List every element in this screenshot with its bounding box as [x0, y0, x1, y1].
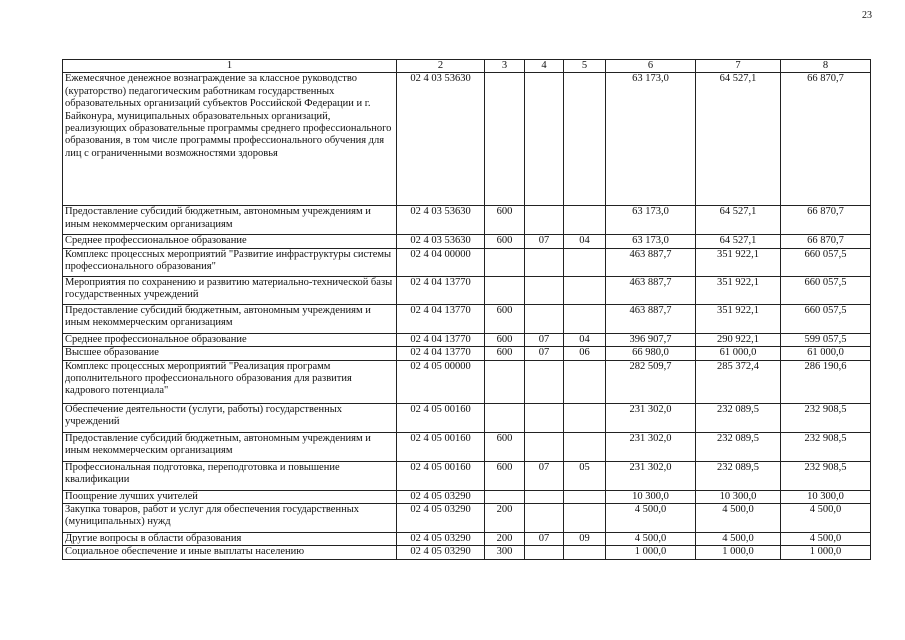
amount-year3-cell: 10 300,0 — [781, 490, 871, 503]
amount-year1-cell: 463 887,7 — [606, 276, 696, 304]
kvr-code-cell — [485, 73, 525, 206]
row-name-cell: Среднее профессиональное образование — [63, 333, 397, 346]
section-cell — [525, 304, 564, 333]
amount-year2-cell: 285 372,4 — [696, 360, 781, 403]
kcsr-code-cell: 02 4 04 13770 — [397, 276, 485, 304]
column-header: 5 — [564, 60, 606, 73]
subsection-cell — [564, 360, 606, 403]
amount-year3-cell: 232 908,5 — [781, 461, 871, 490]
kvr-code-cell — [485, 248, 525, 276]
amount-year2-cell: 351 922,1 — [696, 304, 781, 333]
amount-year3-cell: 286 190,6 — [781, 360, 871, 403]
table-row — [63, 546, 871, 559]
amount-year2-cell: 232 089,5 — [696, 403, 781, 432]
subsection-cell: 04 — [564, 333, 606, 346]
row-name-cell: Предоставление субсидий бюджетным, автономным учреждениям и иным некоммерческим организациям — [63, 206, 397, 235]
column-header: 2 — [397, 60, 485, 73]
section-cell — [525, 360, 564, 403]
row-name-cell: Комплекс процессных мероприятий "Развитие инфраструктуры системы профессионального образования" — [63, 248, 397, 276]
row-name-cell: Ежемесячное денежное вознаграждение за классное руководство (кураторство) педагогическим работникам государственных образовательных организаций субъектов Российской Федерации и г. Байконура, муниципальных образовательных организаций, реализующих образовательные программы среднего профессионального образования, в том числе программы профессионального обучения для лиц с ограниченными возможностями здоровья — [63, 73, 397, 206]
subsection-cell: 06 — [564, 347, 606, 360]
kvr-code-cell: 300 — [485, 546, 525, 559]
kvr-code-cell: 200 — [485, 533, 525, 546]
kcsr-code-cell: 02 4 04 13770 — [397, 347, 485, 360]
kcsr-code-cell: 02 4 04 13770 — [397, 304, 485, 333]
amount-year1-cell: 231 302,0 — [606, 403, 696, 432]
kcsr-code-cell: 02 4 05 03290 — [397, 533, 485, 546]
amount-year1-cell: 4 500,0 — [606, 504, 696, 533]
table-row — [63, 490, 871, 503]
section-cell — [525, 206, 564, 235]
kcsr-code-cell: 02 4 05 00160 — [397, 432, 485, 461]
budget-table — [62, 59, 871, 560]
amount-year1-cell: 63 173,0 — [606, 206, 696, 235]
section-cell — [525, 73, 564, 206]
kvr-code-cell: 600 — [485, 304, 525, 333]
subsection-cell — [564, 276, 606, 304]
amount-year2-cell: 351 922,1 — [696, 276, 781, 304]
section-cell — [525, 432, 564, 461]
kvr-code-cell: 600 — [485, 235, 525, 248]
table-header-row — [63, 60, 871, 73]
amount-year3-cell: 1 000,0 — [781, 546, 871, 559]
amount-year1-cell: 66 980,0 — [606, 347, 696, 360]
kcsr-code-cell: 02 4 03 53630 — [397, 235, 485, 248]
section-cell: 07 — [525, 333, 564, 346]
amount-year3-cell: 599 057,5 — [781, 333, 871, 346]
table-row — [63, 504, 871, 533]
amount-year1-cell: 63 173,0 — [606, 73, 696, 206]
kvr-code-cell — [485, 403, 525, 432]
amount-year2-cell: 232 089,5 — [696, 461, 781, 490]
row-name-cell: Обеспечение деятельности (услуги, работы) государственных учреждений — [63, 403, 397, 432]
amount-year1-cell: 463 887,7 — [606, 248, 696, 276]
amount-year3-cell: 61 000,0 — [781, 347, 871, 360]
section-cell: 07 — [525, 533, 564, 546]
kvr-code-cell: 600 — [485, 206, 525, 235]
amount-year2-cell: 1 000,0 — [696, 546, 781, 559]
subsection-cell — [564, 546, 606, 559]
amount-year1-cell: 396 907,7 — [606, 333, 696, 346]
amount-year3-cell: 66 870,7 — [781, 235, 871, 248]
amount-year3-cell: 66 870,7 — [781, 73, 871, 206]
kcsr-code-cell: 02 4 05 03290 — [397, 504, 485, 533]
kcsr-code-cell: 02 4 04 13770 — [397, 333, 485, 346]
amount-year2-cell: 10 300,0 — [696, 490, 781, 503]
amount-year3-cell: 660 057,5 — [781, 304, 871, 333]
row-name-cell: Высшее образование — [63, 347, 397, 360]
section-cell — [525, 248, 564, 276]
subsection-cell — [564, 432, 606, 461]
kvr-code-cell: 200 — [485, 504, 525, 533]
table-row — [63, 304, 871, 333]
row-name-cell: Мероприятия по сохранению и развитию материально-технической базы государственных учреждений — [63, 276, 397, 304]
amount-year3-cell: 232 908,5 — [781, 403, 871, 432]
row-name-cell: Поощрение лучших учителей — [63, 490, 397, 503]
page-number: 23 — [862, 10, 872, 21]
column-header: 3 — [485, 60, 525, 73]
row-name-cell: Другие вопросы в области образования — [63, 533, 397, 546]
row-name-cell: Предоставление субсидий бюджетным, автономным учреждениям и иным некоммерческим организациям — [63, 432, 397, 461]
table-row — [63, 360, 871, 403]
section-cell: 07 — [525, 461, 564, 490]
row-name-cell: Профессиональная подготовка, переподготовка и повышение квалификации — [63, 461, 397, 490]
section-cell: 07 — [525, 347, 564, 360]
table-row — [63, 461, 871, 490]
subsection-cell: 09 — [564, 533, 606, 546]
table-row — [63, 333, 871, 346]
amount-year3-cell: 4 500,0 — [781, 533, 871, 546]
table-row — [63, 533, 871, 546]
kvr-code-cell: 600 — [485, 461, 525, 490]
subsection-cell — [564, 73, 606, 206]
column-header: 7 — [696, 60, 781, 73]
column-header: 6 — [606, 60, 696, 73]
kcsr-code-cell: 02 4 05 00160 — [397, 461, 485, 490]
column-header: 8 — [781, 60, 871, 73]
amount-year2-cell: 64 527,1 — [696, 73, 781, 206]
section-cell — [525, 490, 564, 503]
table-row — [63, 206, 871, 235]
kcsr-code-cell: 02 4 05 03290 — [397, 490, 485, 503]
subsection-cell — [564, 504, 606, 533]
table-row — [63, 403, 871, 432]
kvr-code-cell: 600 — [485, 432, 525, 461]
column-header: 4 — [525, 60, 564, 73]
kvr-code-cell — [485, 276, 525, 304]
kcsr-code-cell: 02 4 05 00000 — [397, 360, 485, 403]
amount-year2-cell: 61 000,0 — [696, 347, 781, 360]
subsection-cell — [564, 304, 606, 333]
amount-year1-cell: 282 509,7 — [606, 360, 696, 403]
subsection-cell — [564, 206, 606, 235]
row-name-cell: Предоставление субсидий бюджетным, автономным учреждениям и иным некоммерческим организациям — [63, 304, 397, 333]
row-name-cell: Закупка товаров, работ и услуг для обеспечения государственных (муниципальных) нужд — [63, 504, 397, 533]
amount-year2-cell: 290 922,1 — [696, 333, 781, 346]
table-row — [63, 347, 871, 360]
kcsr-code-cell: 02 4 03 53630 — [397, 73, 485, 206]
amount-year1-cell: 1 000,0 — [606, 546, 696, 559]
section-cell — [525, 546, 564, 559]
section-cell: 07 — [525, 235, 564, 248]
amount-year3-cell: 66 870,7 — [781, 206, 871, 235]
subsection-cell: 04 — [564, 235, 606, 248]
amount-year3-cell: 4 500,0 — [781, 504, 871, 533]
kvr-code-cell: 600 — [485, 347, 525, 360]
amount-year2-cell: 64 527,1 — [696, 206, 781, 235]
amount-year1-cell: 10 300,0 — [606, 490, 696, 503]
table-row — [63, 235, 871, 248]
column-header: 1 — [63, 60, 397, 73]
row-name-cell: Среднее профессиональное образование — [63, 235, 397, 248]
amount-year2-cell: 64 527,1 — [696, 235, 781, 248]
kcsr-code-cell: 02 4 05 03290 — [397, 546, 485, 559]
subsection-cell: 05 — [564, 461, 606, 490]
kcsr-code-cell: 02 4 03 53630 — [397, 206, 485, 235]
table-row — [63, 248, 871, 276]
kvr-code-cell — [485, 360, 525, 403]
table-row — [63, 432, 871, 461]
table-row — [63, 276, 871, 304]
section-cell — [525, 403, 564, 432]
kvr-code-cell — [485, 490, 525, 503]
amount-year1-cell: 63 173,0 — [606, 235, 696, 248]
table-row — [63, 73, 871, 206]
subsection-cell — [564, 490, 606, 503]
kvr-code-cell: 600 — [485, 333, 525, 346]
amount-year3-cell: 660 057,5 — [781, 276, 871, 304]
amount-year3-cell: 232 908,5 — [781, 432, 871, 461]
kcsr-code-cell: 02 4 04 00000 — [397, 248, 485, 276]
amount-year1-cell: 231 302,0 — [606, 461, 696, 490]
amount-year2-cell: 351 922,1 — [696, 248, 781, 276]
amount-year1-cell: 231 302,0 — [606, 432, 696, 461]
subsection-cell — [564, 403, 606, 432]
kcsr-code-cell: 02 4 05 00160 — [397, 403, 485, 432]
amount-year2-cell: 232 089,5 — [696, 432, 781, 461]
row-name-cell: Комплекс процессных мероприятий "Реализация программ дополнительного профессионального образования для развития кадрового потенциала" — [63, 360, 397, 403]
row-name-cell: Социальное обеспечение и иные выплаты населению — [63, 546, 397, 559]
section-cell — [525, 504, 564, 533]
amount-year1-cell: 463 887,7 — [606, 304, 696, 333]
amount-year2-cell: 4 500,0 — [696, 504, 781, 533]
section-cell — [525, 276, 564, 304]
subsection-cell — [564, 248, 606, 276]
amount-year1-cell: 4 500,0 — [606, 533, 696, 546]
amount-year3-cell: 660 057,5 — [781, 248, 871, 276]
amount-year2-cell: 4 500,0 — [696, 533, 781, 546]
